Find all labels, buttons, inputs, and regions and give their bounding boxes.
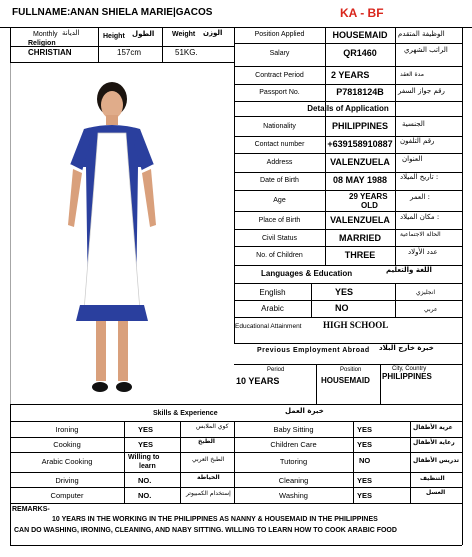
address-label: Address (266, 159, 293, 166)
skills-title-arabic: خبرة العمل (285, 407, 324, 415)
divider (10, 62, 234, 63)
baby-sitting-label: Baby Sitting (273, 425, 314, 434)
divider (162, 27, 163, 63)
contact-arabic-label: رقم التلفون (400, 137, 435, 145)
washing-value: YES (357, 491, 373, 500)
tutoring-value: NO (359, 456, 371, 465)
divider (10, 503, 462, 504)
height-label: Height (103, 33, 125, 40)
divider (234, 364, 462, 365)
age-arabic-label: العمر : (410, 193, 430, 201)
religion-arabic-label: الديانة (62, 29, 80, 37)
age-value: 29 YEARS (349, 192, 388, 201)
divider (234, 246, 462, 247)
driving-value: NO. (138, 476, 152, 485)
driving-arabic-label: الخياطة (197, 474, 220, 481)
tutoring-arabic-label: تدريس الأطفال (413, 457, 459, 464)
employment-title: Previous Employment Abroad (257, 347, 370, 354)
height-value: 157cm (117, 48, 142, 57)
children-arabic-label: عدد الأولاد (408, 248, 438, 256)
salary-label: Salary (269, 50, 290, 57)
divider (10, 404, 462, 405)
english-label: English (259, 288, 286, 297)
baby-sitting-value: YES (357, 425, 373, 434)
nationality-label: Nationality (263, 123, 296, 130)
birthdate-arabic-label: تاريخ الميلاد : (400, 173, 439, 181)
computer-arabic-label: إستخدام الكمبيوتر (186, 490, 231, 497)
divider (234, 43, 462, 44)
address-arabic-label: العنوان (402, 155, 423, 163)
divider (234, 153, 462, 154)
fullname-value: ANAN SHIELA MARIE|GACOS (70, 7, 213, 18)
cleaning-label: Cleaning (278, 476, 309, 485)
city-value: PHILIPPINES (382, 372, 432, 381)
applicant-code: KA - BF (340, 6, 384, 20)
divider (311, 283, 312, 317)
ironing-label: Ironing (55, 425, 79, 434)
children-care-value: YES (357, 440, 373, 449)
driving-label: Driving (55, 476, 79, 485)
cooking-arabic-label: الطبخ (198, 438, 215, 445)
divider (10, 27, 11, 404)
period-column-header: Period (267, 367, 285, 373)
divider (395, 283, 396, 317)
age-value-unit: OLD (361, 201, 378, 210)
washing-arabic-label: الغسل (426, 489, 446, 496)
divider (234, 283, 462, 284)
languages-title: Languages & Education (261, 269, 353, 278)
position-value: HOUSEMAID (332, 30, 388, 40)
arabic-cooking-arabic-label: الطبخ العربي (192, 456, 225, 463)
washing-label: Washing (279, 491, 308, 500)
skills-title: Skills & Experience (153, 410, 218, 417)
divider (234, 300, 462, 301)
age-label: Age (273, 197, 286, 204)
children-value: THREE (344, 250, 376, 260)
divider (10, 452, 462, 453)
civil-status-value: MARRIED (339, 233, 381, 243)
remarks-label: REMARKS- (12, 506, 50, 513)
employment-title-arabic: خبرة خارج البلاد (379, 344, 434, 352)
baby-sitting-arabic-label: عرية الأطفال (413, 424, 453, 431)
contact-value: +639158910887 (327, 139, 393, 149)
civil-status-label: Civil Status (261, 235, 297, 242)
birthplace-label: Place of Birth (258, 217, 301, 224)
ironing-arabic-label: كوي الملابس (196, 423, 229, 430)
passport-value: P7818124B (336, 87, 384, 97)
applicant-photo-image (40, 75, 180, 400)
divider (234, 190, 462, 191)
remarks-line-1: 10 YEARS IN THE WORKING IN THE PHILIPPINES AS NANNY & HOUSEMAID IN THE PHILIPPINES (52, 516, 378, 523)
birthplace-value: VALENZUELA (330, 215, 390, 225)
weight-label: Weight (172, 31, 196, 38)
birthplace-arabic-label: مكان الميلاد : (400, 213, 440, 221)
arabic-cooking-value-cont: learn (139, 463, 156, 470)
divider (10, 437, 462, 438)
languages-title-arabic: اللغة والتعليم (386, 266, 432, 274)
address-value: VALENZUELA (330, 157, 390, 167)
passport-label: Passport No. (259, 89, 300, 96)
divider (10, 472, 462, 473)
arabic-value: NO (335, 303, 349, 313)
tutoring-label: Tutoring (279, 457, 308, 466)
employment-position-value: HOUSEMAID (321, 376, 370, 385)
period-value: 10 YEARS (236, 376, 280, 386)
birthdate-label: Date of Birth (260, 177, 299, 184)
details-title: Details of Application (307, 104, 389, 113)
divider (10, 404, 11, 545)
ironing-value: YES (138, 425, 154, 434)
divider (234, 229, 462, 230)
passport-arabic-label: رقم جواز السفر (398, 87, 445, 95)
divider (124, 421, 125, 503)
divider (234, 211, 462, 212)
fullname-label: FULLNAME: (12, 7, 71, 18)
divider (234, 317, 462, 318)
contract-arabic-label: مدة العقد (400, 71, 424, 78)
education-label: Educational Attainment (235, 323, 302, 330)
monthly-label: Monthly (33, 31, 58, 38)
divider (234, 66, 462, 67)
weight-value: 51KG. (175, 48, 198, 57)
remarks-line-2: CAN DO WASHING, IRONING, CLEANING, AND NABY SITTING. WILLING TO LEARN HOW TO COOK ARABIC FOOD (14, 527, 397, 534)
computer-value: NO. (138, 491, 152, 500)
children-care-label: Children Care (270, 440, 317, 449)
arabic-cooking-label: Arabic Cooking (41, 457, 93, 466)
position-arabic-label: الوظيفة المتقدم (398, 30, 445, 38)
divider (410, 421, 411, 503)
english-value: YES (335, 287, 354, 297)
contact-label: Contact number (254, 141, 305, 148)
cleaning-value: YES (357, 476, 373, 485)
divider (234, 116, 462, 117)
children-label: No. of Children (256, 252, 303, 259)
english-arabic-label: انجليزي (416, 289, 436, 296)
arabic-label: Arabic (261, 304, 284, 313)
civil-status-arabic-label: الحالة الاجتماعية (400, 231, 441, 238)
cooking-label: Cooking (53, 440, 81, 449)
computer-label: Computer (50, 491, 84, 500)
height-arabic-label: الطول (132, 30, 155, 38)
weight-arabic-label: الوزن (203, 29, 223, 37)
divider (353, 421, 354, 503)
divider (98, 27, 99, 63)
arabic-cooking-value: Willing to (128, 454, 160, 461)
divider (180, 421, 181, 503)
contract-value: 2 YEARS (331, 70, 370, 80)
divider (316, 364, 317, 404)
religion-label: Religion (28, 40, 56, 47)
religion-value: CHRISTIAN (28, 48, 72, 57)
position-column-header: Position (340, 367, 362, 373)
arabic-arabic-label: عربي (424, 306, 438, 313)
divider (0, 27, 472, 28)
contract-label: Contract Period (255, 72, 304, 79)
divider (462, 27, 463, 545)
divider (234, 84, 462, 85)
position-label: Position Applied (254, 31, 305, 38)
cooking-value: YES (138, 440, 154, 449)
applicant-photo (40, 75, 180, 400)
divider (10, 545, 462, 546)
divider (10, 487, 462, 488)
divider (234, 343, 462, 344)
cleaning-arabic-label: التنظيف (420, 475, 445, 482)
salary-value: QR1460 (343, 48, 377, 58)
salary-arabic-label: الراتب الشهري (404, 46, 448, 54)
education-value: HIGH SCHOOL (323, 320, 389, 330)
divider (380, 364, 381, 404)
nationality-value: PHILIPPINES (331, 121, 388, 131)
birthdate-value: 08 MAY 1988 (332, 175, 388, 185)
children-care-arabic-label: رعاية الأطفال (413, 439, 455, 446)
divider (10, 421, 462, 422)
divider (234, 101, 462, 102)
nationality-arabic-label: الجنسية (402, 120, 425, 128)
city-column-header: City, Country (392, 366, 427, 372)
